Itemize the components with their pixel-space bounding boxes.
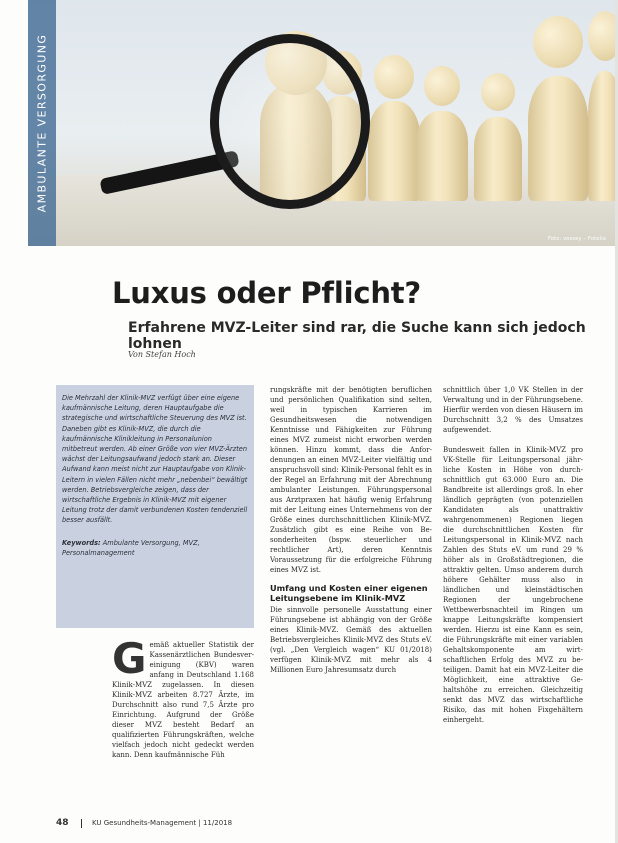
magnifying-glass [210, 34, 370, 209]
body-paragraph: schnittlich über 1,0 VK Stellen in der Verwaltung und in der Führungsebene. Hierfür werden von diesen Häusern im Durchschnitt 3,2 % des Umsatzes aufgewendet. [443, 386, 583, 434]
hero-photo [28, 0, 616, 246]
section-heading: Umfang und Kosten einer eigenen Leitungsebene im Klinik-MVZ [270, 583, 428, 603]
page-footer [56, 818, 232, 828]
author-byline: Von Stefan Hoch [128, 350, 196, 359]
wooden-figure [474, 73, 522, 201]
photo-credit: Foto: vossey – Fotolia [547, 236, 606, 242]
page-number: 48 [56, 818, 69, 828]
wooden-figure [368, 51, 420, 201]
wooden-figure [588, 11, 616, 201]
abstract-box [56, 385, 254, 628]
body-paragraph: emäß aktueller Statistik der Kassenärztlichen Bundesvereinigung (KBV) waren anfang in Deutschland 1.168 Klinik-MVZ zugelassen. In diesen Klinik-MVZ arbeiten 8.727 Ärzte, im Durchschnitt also rund 7,5 Ärzte pro Einrichtung. Aufgrund der Größe dieser MVZ besteht Bedarf an qualifizierten Führungskräften, welche vielfach jedoch nicht gedeckt werden kann. Denn kaufmännische Füh [112, 641, 254, 759]
article-subtitle: Erfahrene MVZ-Leiter sind rar, die Suche kann sich jedoch lohnen [128, 320, 586, 352]
body-paragraph: Bundesweit fallen in Klinik-MVZ pro VK-Stelle für Leitungspersonal jährliche Kosten in Höhe von durchschnittlich gut 63.000 Euro an. Die Bandbreite ist allerdings groß. In eher ländlich geprägten (von potenziellen Kandidaten als unattraktiv wahrgenommenen) Regionen liegen die durchschnittlichen Kosten für Leitungspersonal in Klinik-MVZ nach Zahlen des Stuts eV. um rund 29 % höher als in Großstädtregionen, die attraktiv gelten. Umso anderem durch höhere Gehälter muss also in ländlichen und kleinstädtischen Regionen der ungebrochene Wettbewerbsnachteil im Ringen um knappe Leitungskräfte kompensiert werden. Hierzu ist eine Kann es sein, die Führungskräfte mit einer variablen Gehaltskomponente am wirtschaftlichen Erfolg des MVZ zu beteiligen. Damit hat ein MVZ-Leiter die Möglichkeit, eine attraktive Gehaltshöhe zu erreichen. Gleichzeitig senkt das MVZ das wirtschaftliche Risiko, das mit hohen Fixgehältern einhergeht. [443, 446, 583, 724]
abstract-text: Die Mehrzahl der Klinik-MVZ verfügt über eine eigene kaufmännische Leitung, deren Hauptaufgabe die strategische und wirtschaftliche Steuerung des MVZ ist. Daneben gibt es Klinik-MVZ, die durch die kaufmännische Klinikleitung in Personalunion mitbetreut werden. Ab einer Größe von vier MVZ-Ärzten wächst der Leitungsaufwand jedoch stark an. Dieser Aufwand kann meist nicht zur Hauptaufgabe von Klinik-Leitern in vielen Fällen nicht mehr „nebenbei“ bewältigt werden. Betriebsvergleiche zeigen, dass der wirtschaftliche Ergebnis in Klinik-MVZ mit eigener Leitung trotz der damit verbundenen Kosten tendenziell besser ausfällt. [62, 394, 248, 525]
footer-divider [81, 819, 82, 828]
keywords-line [62, 538, 248, 558]
drop-cap: G [112, 640, 147, 683]
keywords-label: Keywords: [62, 538, 101, 547]
wooden-figure [528, 16, 588, 201]
journal-reference: KU Gesundheits-Management | 11/2018 [92, 819, 233, 827]
column-2 [270, 385, 432, 810]
article-title: Luxus oder Pflicht? [112, 276, 422, 310]
wooden-figure [416, 66, 468, 201]
column-3 [443, 385, 583, 810]
section-band-label: AMBULANTE VERSORGUNG [35, 33, 49, 213]
column-1 [112, 640, 254, 810]
body-paragraph: Die sinnvolle personelle Ausstattung einer Führungsebene ist abhängig von der Größe eines Klinik-MVZ. Gemäß des aktuellen Betriebsvergleiches Klinik-MVZ des Stuts eV. (vgl. „Den Vergleich wagen“ KU 01/2018) verfügen Klinik-MVZ mit mehr als 4 Millionen Euro Jahresumsatz durch [270, 606, 432, 674]
section-band [28, 0, 56, 246]
keywords-text: Ambulante Versorgung, MVZ, Personalmanagement [62, 538, 200, 557]
body-paragraph: rungskräfte mit der benötigten beruflichen und persönlichen Qualifikation sind selten, weil in typischen Karrieren im Gesundheitswesen die notwendigen Kenntnisse und Fähigkeiten zur Führung eines MVZ zumeist nicht erworben werden können. Hinzu kommt, dass die Anfordenungen an einen MVZ-Leiter vielfältig und anspruchsvoll sind: Klinik-Personal fehlt es in der Regel an Erfahrung mit der Abrechnung ambulanter Leistungen. Führungspersonal aus Arztpraxen hat häufig wenig Erfahrung mit der Leitung eines Unternehmens von der Größe eines durchschnittlichen Klinik-MVZ. Zusätzlich gibt es eine Reihe von Besonderheiten (bspw. steuerlicher und rechtlicher Art), deren Kenntnis Voraussetzung für die erfolgreiche Führung eines MVZ ist. [270, 386, 432, 574]
